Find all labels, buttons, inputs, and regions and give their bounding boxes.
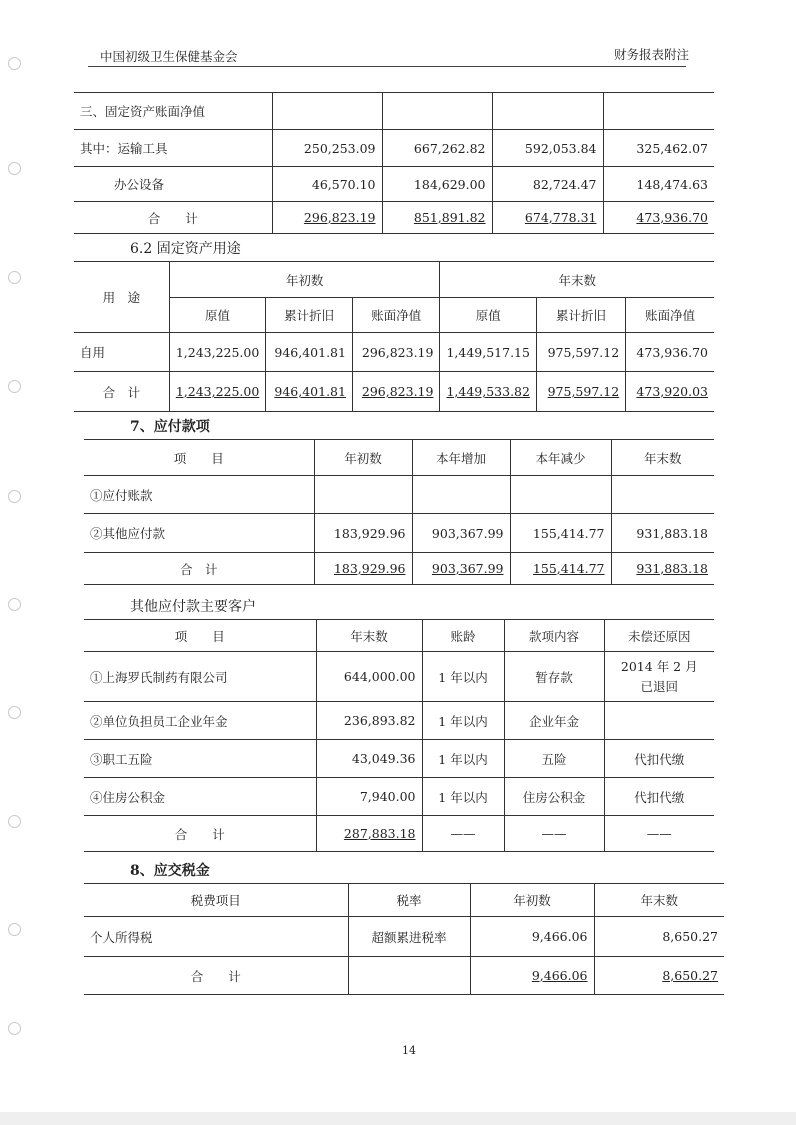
cell-value: 1,449,517.15 [440,333,537,372]
table-row [84,778,714,816]
column-header: 账龄 [422,620,504,652]
cell-value: 代扣代缴 [604,740,714,778]
cell-value: 155,414.77 [510,514,611,553]
table-row [84,740,714,778]
row-label: 合 计 [74,372,169,412]
section-title-8: 8、应交税金 [130,863,210,879]
cell-value [604,702,714,740]
cell-value: 暂存款 [504,652,604,702]
group-header-end: 年末数 [440,262,714,298]
binder-hole [8,923,21,936]
cell-value: 975,597.12 [536,333,625,372]
column-header: 账面净值 [626,298,714,333]
cell-value: 148,474.63 [603,167,714,202]
cell-value: 931,883.18 [636,561,708,576]
column-header: 原值 [440,298,537,333]
cell-value: 931,883.18 [611,514,714,553]
cell-value: 473,936.70 [626,333,714,372]
cell-value [603,93,714,130]
cell-value: 236,893.82 [316,702,422,740]
column-header: 项 目 [84,620,316,652]
row-label: ②单位负担员工企业年金 [84,702,316,740]
table-header-row [74,262,714,298]
column-header: 累计折旧 [536,298,625,333]
section-title-7: 7、应付款项 [130,419,210,435]
binder-hole [8,57,21,70]
binder-hole [8,815,21,828]
column-header: 年末数 [611,440,714,476]
cell-value [412,476,510,514]
cell-value [314,476,412,514]
cell-value: 946,401.81 [266,333,353,372]
table-subheader-row [74,298,714,333]
row-label: 三、固定资产账面净值 [74,93,272,130]
table-row [74,333,714,372]
table-row-total [74,372,714,412]
cell-value: 住房公积金 [504,778,604,816]
column-header: 项 目 [84,440,314,476]
cell-value [272,93,382,130]
cell-value: 7,940.00 [316,778,422,816]
cell-value: 183,929.96 [333,561,406,576]
scan-edge [0,1112,796,1125]
table-row [84,476,714,514]
cell-value [382,93,492,130]
cell-value: 287,883.18 [343,826,416,841]
row-label: 合 计 [84,816,316,852]
taxes-payable-table [84,883,724,995]
cell-value: 296,823.19 [361,384,434,399]
row-label: 合 计 [84,957,348,995]
row-label: ①上海罗氏制药有限公司 [84,652,316,702]
table-header-row [84,440,714,476]
cell-value: 1 年以内 [422,740,504,778]
cell-value: 296,823.19 [352,333,440,372]
cell-value: 155,414.77 [532,561,605,576]
cell-value: 674,778.31 [524,210,597,225]
cell-value: 903,367.99 [412,514,510,553]
table-row [84,702,714,740]
table-row [84,652,714,702]
cell-value: 183,929.96 [314,514,412,553]
fixed-assets-net-table [74,92,714,234]
cell-value [604,652,714,702]
cell-value: 851,891.82 [413,210,486,225]
cell-value: 43,049.36 [316,740,422,778]
table-row-total [84,553,714,585]
binder-hole [8,1022,21,1035]
cell-value: —— [604,816,714,852]
row-label: ①应付账款 [84,476,314,514]
cell-value: 超额累进税率 [348,917,470,957]
column-header: 税率 [348,884,470,917]
row-label: 自用 [74,333,169,372]
table-header-row [84,884,724,917]
fixed-assets-purpose-table [74,261,714,412]
column-header: 原值 [169,298,266,333]
cell-value: 82,724.47 [492,167,603,202]
row-label: 合 计 [74,202,272,234]
binder-hole [8,706,21,719]
column-header: 本年增加 [412,440,510,476]
cell-value: 644,000.00 [316,652,422,702]
purpose-header: 用 途 [74,262,169,333]
table-row [74,93,714,130]
page-number: 14 [402,1044,416,1057]
column-header: 本年减少 [510,440,611,476]
reason-line-1: 2014 年 2 月 [620,658,698,674]
table-row-total [84,957,724,995]
cell-value [492,93,603,130]
cell-value [611,476,714,514]
cell-value: 1,243,225.00 [175,384,260,399]
section-title-6-2: 6.2 固定资产用途 [130,241,241,257]
cell-value: 1 年以内 [422,778,504,816]
binder-hole [8,271,21,284]
group-header-begin: 年初数 [169,262,440,298]
cell-value: 代扣代缴 [604,778,714,816]
row-label: 个人所得税 [84,917,348,957]
cell-value: 企业年金 [504,702,604,740]
header-divider [88,66,686,67]
table-row-total [74,202,714,234]
cell-value [348,957,470,995]
column-header: 年初数 [314,440,412,476]
table-row [84,514,714,553]
column-header: 累计折旧 [266,298,353,333]
section-title-other-payables: 其他应付款主要客户 [130,599,256,615]
row-label: ②其他应付款 [84,514,314,553]
cell-value: 9,466.06 [531,968,588,983]
main-creditors-table [84,619,714,852]
cell-value [510,476,611,514]
column-header: 年初数 [470,884,594,917]
column-header: 款项内容 [504,620,604,652]
cell-value: 473,936.70 [636,210,708,225]
binder-hole [8,162,21,175]
row-label: 其中：运输工具 [74,130,272,167]
binder-hole [8,490,21,503]
row-label: 合 计 [84,553,314,585]
cell-value: 184,629.00 [382,167,492,202]
cell-value: 250,253.09 [272,130,382,167]
cell-value: 903,367.99 [431,561,504,576]
cell-value: 296,823.19 [303,210,376,225]
column-header: 年末数 [316,620,422,652]
row-label: ④住房公积金 [84,778,316,816]
table-row [84,917,724,957]
table-row [74,130,714,167]
table-row [74,167,714,202]
table-row-total [84,816,714,852]
payables-table [84,439,714,585]
cell-value: 1 年以内 [422,652,504,702]
cell-value: 五险 [504,740,604,778]
cell-value: 975,597.12 [547,384,620,399]
cell-value: 9,466.06 [470,917,594,957]
column-header: 年末数 [594,884,724,917]
cell-value: 473,920.03 [636,384,708,399]
table-header-row [84,620,714,652]
cell-value: 667,262.82 [382,130,492,167]
cell-value: 592,053.84 [492,130,603,167]
cell-value: 46,570.10 [272,167,382,202]
cell-value: 1,449,533.82 [446,384,530,399]
row-label: ③职工五险 [84,740,316,778]
header-org-name: 中国初级卫生保健基金会 [100,49,238,64]
cell-value: 1 年以内 [422,702,504,740]
cell-value: 946,401.81 [274,384,346,399]
cell-value: 8,650.27 [662,968,718,983]
cell-value: —— [422,816,504,852]
column-header: 账面净值 [352,298,440,333]
column-header: 税费项目 [84,884,348,917]
reason-line-2: 已退回 [640,678,678,694]
header-doc-title: 财务报表附注 [614,47,690,62]
binder-hole [8,598,21,611]
cell-value: 8,650.27 [594,917,724,957]
binder-hole [8,380,21,393]
row-label: 办公设备 [74,167,272,202]
cell-value: —— [504,816,604,852]
cell-value: 1,243,225.00 [169,333,266,372]
column-header: 未偿还原因 [604,620,714,652]
cell-value: 325,462.07 [603,130,714,167]
